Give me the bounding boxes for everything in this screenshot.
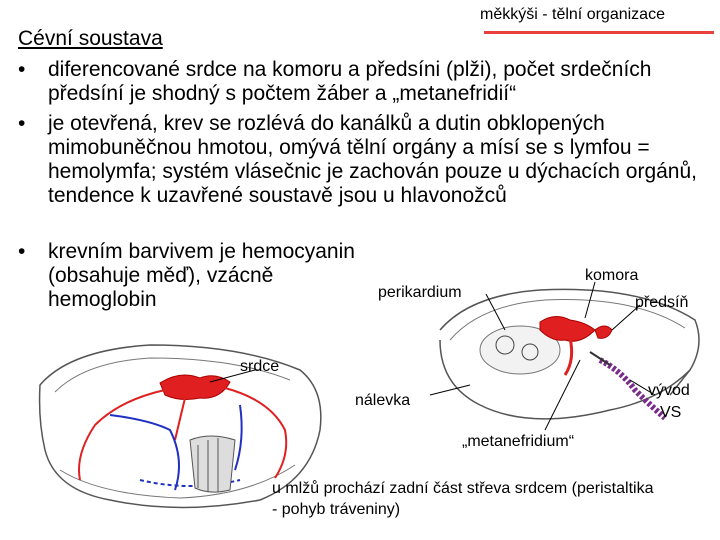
label-nalevka: nálevka [355, 392, 411, 409]
label-metanefridium: „metanefridium“ [462, 433, 575, 450]
label-komora: komora [585, 267, 639, 284]
bullet-text: je otevřená, krev se rozlévá do kanálků a dutin obklopených mimobuněčnou hmotou, omývá tělní orgány a mísí se s lymfou = hemolymfa; systém vlásečnic je zachován pouze u dýchacích orgánů, tendence k uzavřené soustavě jsou u hlavonožců [48, 112, 698, 207]
label-perikardium: perikardium [378, 284, 462, 301]
bullet-text: diferencované srdce na komoru a předsíni (plži), počet srdečních předsíní je shodný s počtem žáber a „metanefridií“ [48, 58, 652, 105]
label-predsin: předsíň [635, 294, 689, 311]
section-heading: Cévní soustava [18, 27, 163, 50]
label-vs: VS [660, 404, 682, 421]
bullet-symbol: • [18, 112, 26, 135]
slide-topic-title: měkkýši - tělní organizace [480, 6, 665, 23]
bullet-text: krevním barvivem je hemocyanin (obsahuje měď), vzácně hemoglobin [48, 240, 355, 311]
label-vyvod: vývod [648, 382, 690, 399]
bivalve-intestine-note: u mlžů prochází zadní část střeva srdcem (peristaltika - pohyb tráveniny) [272, 480, 654, 518]
bullet-symbol: • [18, 240, 26, 263]
bullet-symbol: • [18, 58, 26, 81]
label-srdce: srdce [240, 358, 280, 375]
